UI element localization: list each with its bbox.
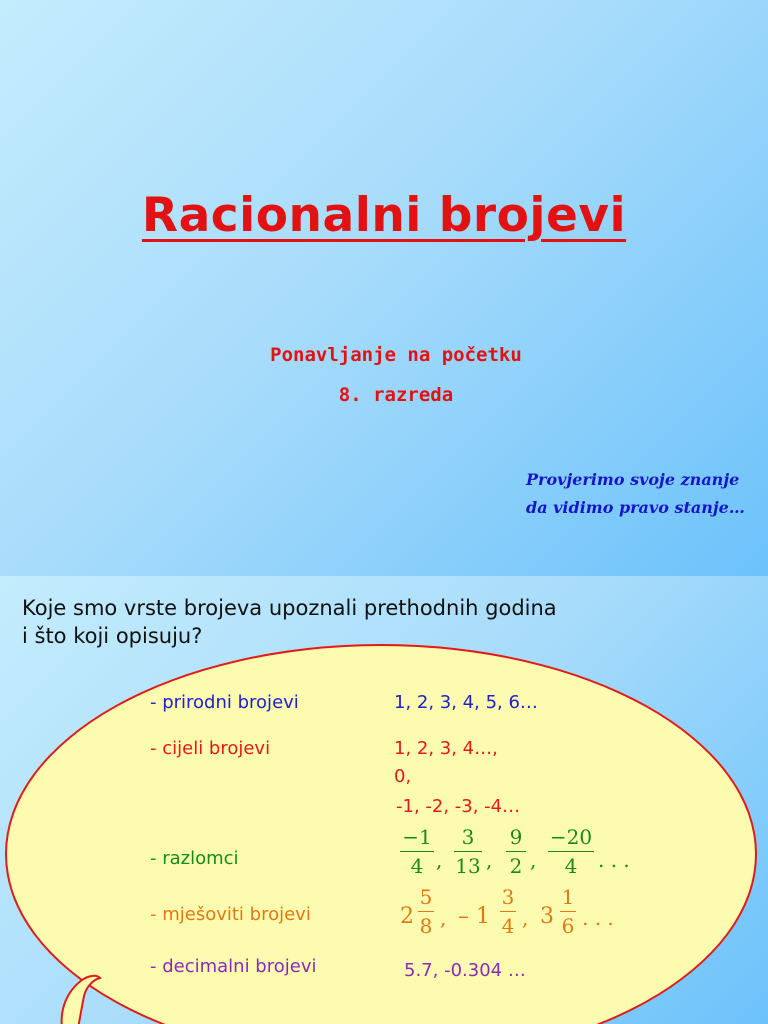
question-text bbox=[22, 594, 557, 650]
curl-decoration-icon bbox=[56, 970, 104, 1024]
subtitle-line-1: Ponavljanje na početku bbox=[270, 344, 522, 366]
mixed-comma-2: , bbox=[522, 906, 529, 930]
fraction-3: 9 2 bbox=[506, 826, 526, 877]
mixed-ellipsis: . . . bbox=[582, 906, 614, 930]
question-line-1: Koje smo vrste brojeva upoznali prethodnih godina bbox=[22, 596, 557, 620]
fraction-comma-1: , bbox=[436, 848, 443, 872]
subtitle-line-2: 8. razreda bbox=[338, 384, 454, 406]
mixed-fraction-3: 1 6 bbox=[561, 885, 575, 938]
label-decimal-numbers: - decimalni brojevi bbox=[150, 956, 317, 977]
fraction-1: −1 4 bbox=[400, 826, 434, 877]
mixed-comma-1: , bbox=[440, 906, 447, 930]
mixed-fraction-1: 5 8 bbox=[419, 885, 433, 938]
label-mixed-numbers: - mješoviti brojevi bbox=[150, 904, 311, 925]
fraction-4: −20 4 bbox=[549, 825, 593, 878]
values-integers-negative: -1, -2, -3, -4… bbox=[396, 796, 521, 817]
number-types-ellipse bbox=[5, 644, 757, 1024]
values-integers-zero: 0, bbox=[394, 766, 412, 787]
label-fractions: - razlomci bbox=[150, 848, 239, 869]
label-integers: - cijeli brojevi bbox=[150, 738, 271, 759]
fraction-ellipsis: . . . bbox=[598, 848, 630, 872]
label-natural-numbers: - prirodni brojevi bbox=[150, 692, 299, 713]
slide-title: Racionalni brojevi bbox=[141, 188, 627, 243]
values-natural-numbers: 1, 2, 3, 4, 5, 6… bbox=[394, 692, 538, 713]
fraction-comma-2: , bbox=[486, 848, 493, 872]
mixed-fraction-2: 3 4 bbox=[501, 885, 515, 938]
fraction-2: 3 13 bbox=[455, 825, 481, 878]
values-integers-positive: 1, 2, 3, 4…, bbox=[394, 738, 498, 759]
question-line-2: i što koji opisuju? bbox=[22, 624, 203, 648]
fraction-comma-3: , bbox=[530, 848, 537, 872]
note-line-1: Provjerimo svoje znanje bbox=[526, 470, 740, 489]
mixed-whole-2: – 1 bbox=[458, 904, 490, 929]
content-slide bbox=[0, 576, 768, 1024]
values-decimal-numbers: 5.7, -0.304 … bbox=[404, 960, 526, 981]
mixed-whole-3: 3 bbox=[540, 904, 554, 929]
note-line-2: da vidimo pravo stanje… bbox=[526, 498, 745, 517]
mixed-whole-1: 2 bbox=[400, 904, 414, 929]
